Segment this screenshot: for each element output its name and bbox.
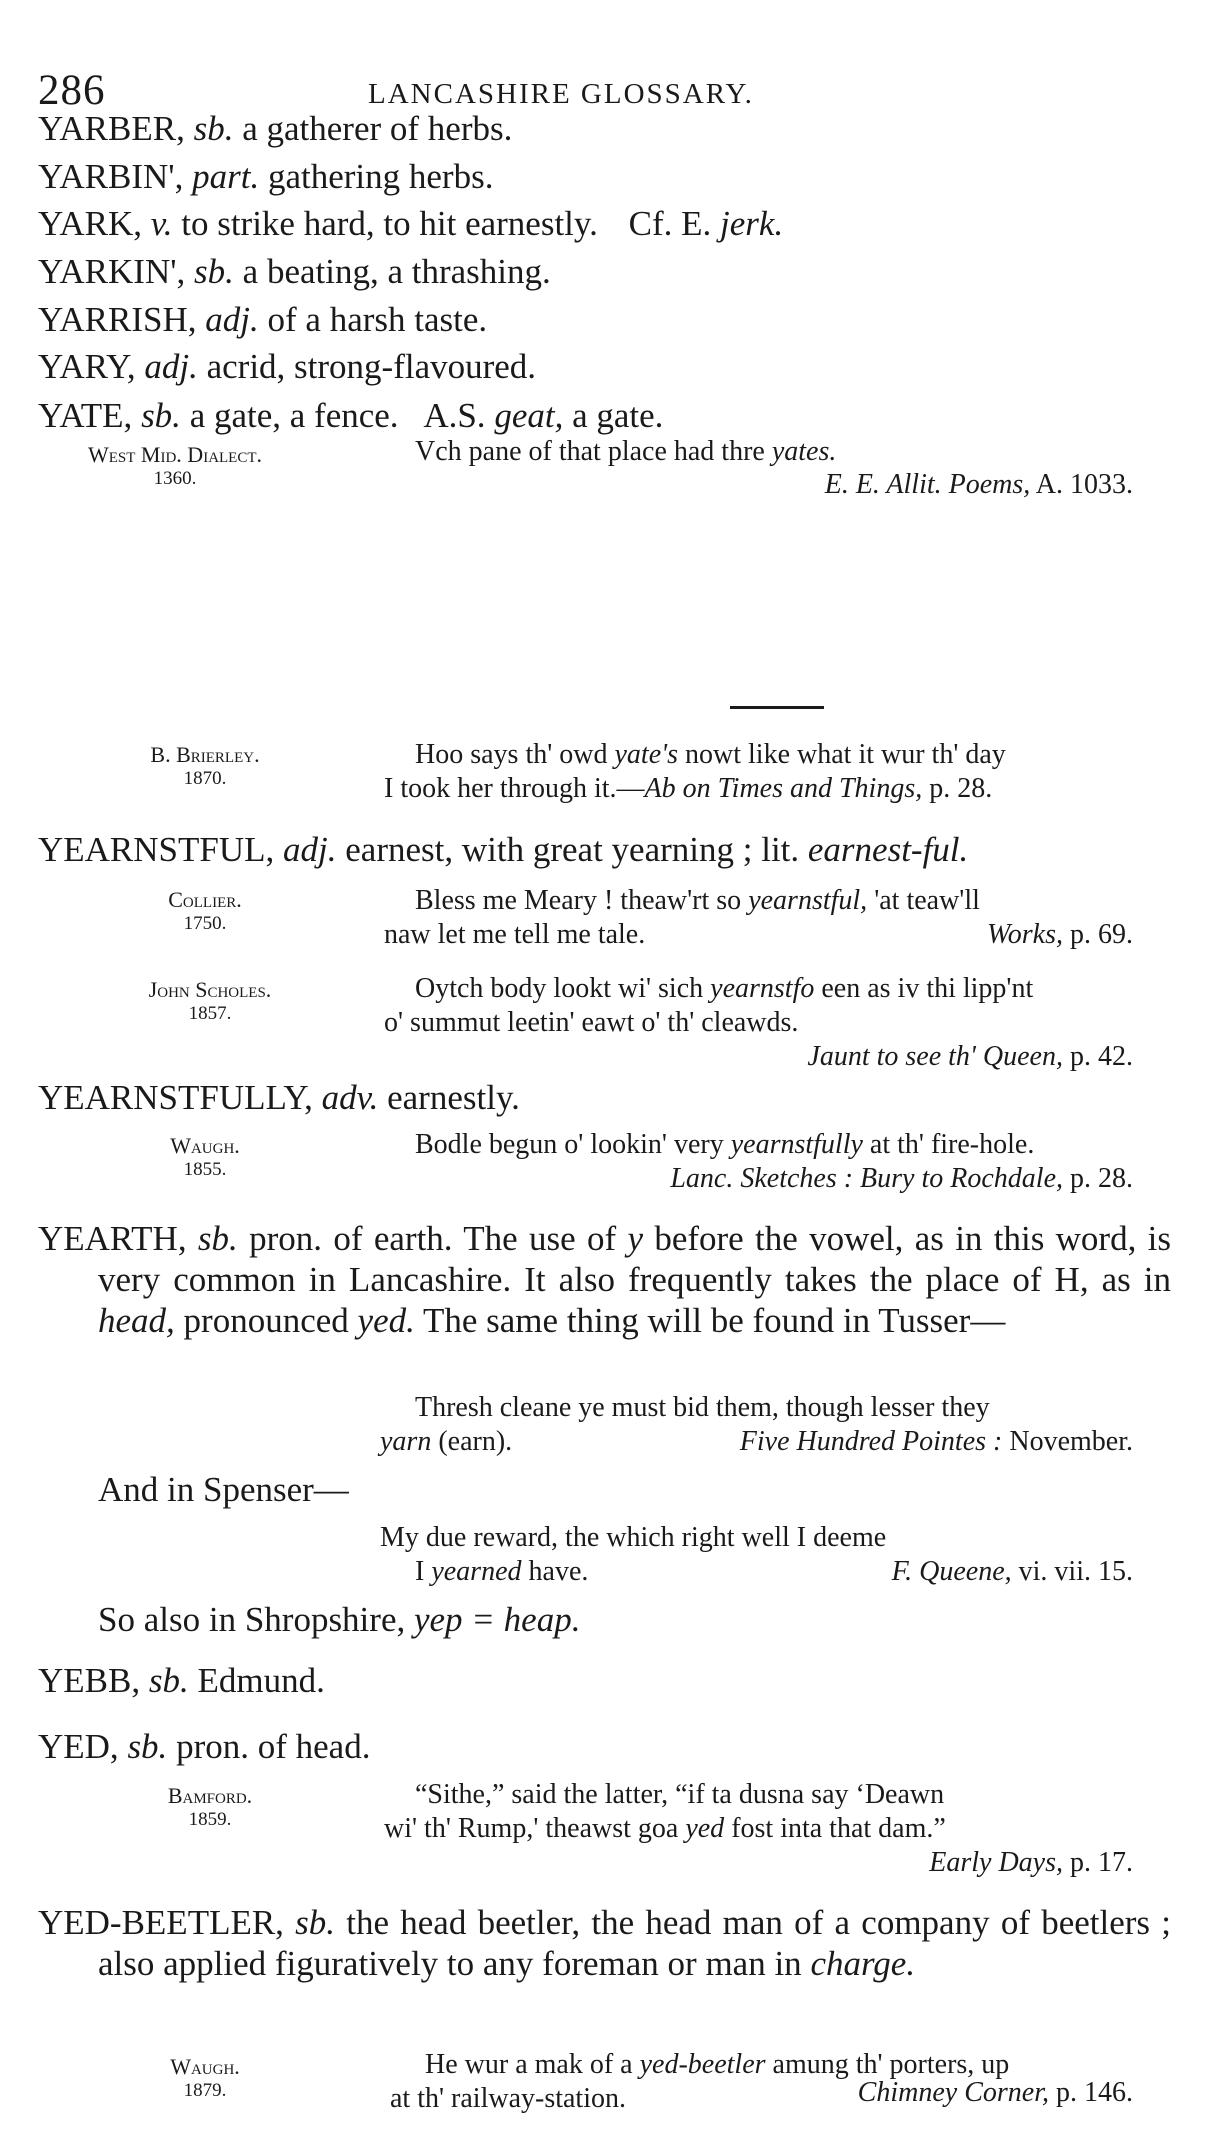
definition: the head beetler, the head man of a company of beetlers ; also applied figuratively to any foreman or man in <box>98 1903 1171 1983</box>
headword: YEARNSTFUL, <box>38 830 275 869</box>
citation-quote <box>384 918 645 952</box>
headword: YEBB, <box>38 1661 141 1700</box>
source-year: 1750. <box>183 913 227 934</box>
section-rule <box>730 706 824 709</box>
definition: of a harsh taste. <box>267 300 488 339</box>
reference-title: E. E. Allit. Poems, <box>824 469 1031 500</box>
entry-yebb <box>38 1660 325 1702</box>
quote-text: 'at teaw'll <box>874 885 980 916</box>
source-name: B. Brierley. <box>150 742 260 767</box>
quote-text: amung th' porters, up <box>772 2049 1010 2080</box>
literal-gloss: earnest-ful. <box>807 830 969 869</box>
definition: a gatherer of herbs. <box>242 109 513 148</box>
quote-text: have. <box>528 1556 589 1587</box>
quote-text: Oytch body lookt wi' sich <box>415 973 704 1004</box>
definition-italic: yed. <box>357 1301 415 1340</box>
page-number: 286 <box>38 67 106 114</box>
reference-page: p. 28. <box>929 773 993 804</box>
headword: YED, <box>38 1727 119 1766</box>
part-of-speech: sb. <box>295 1903 336 1942</box>
cross-reference-word: jerk. <box>720 204 784 243</box>
quote-text: at th' railway-station. <box>390 2083 626 2114</box>
quote-word: yearned <box>431 1556 522 1587</box>
definition: earnestly. <box>387 1078 520 1117</box>
citation-quote <box>380 1521 886 1555</box>
entry-yearnstful <box>38 829 968 871</box>
definition: a gate, a fence. <box>189 396 399 435</box>
quote-word: yed <box>685 1813 725 1844</box>
citation-quote <box>384 772 992 806</box>
part-of-speech: sb. <box>148 1661 189 1700</box>
headword: YARK, <box>38 204 143 243</box>
citation-quote <box>415 972 1033 1006</box>
quote-text: Bless me Meary ! theaw'rt so <box>415 885 742 916</box>
part-of-speech: sb. <box>194 252 234 291</box>
citation-reference <box>807 1040 1133 1074</box>
quote-text: “Sithe,” said the latter, “if ta dusna say ‘Deawn <box>415 1779 945 1810</box>
definition-italic: head, <box>98 1301 175 1340</box>
quote-word: yate's <box>614 739 679 770</box>
definition: pron. of head. <box>176 1727 371 1766</box>
paragraph-spenser <box>98 1469 349 1511</box>
source-name: Bamford. <box>167 1783 253 1808</box>
reference-title: Lanc. Sketches : Bury to Rochdale, <box>670 1163 1063 1194</box>
quote-text: Bodle begun o' lookin' very <box>415 1129 724 1160</box>
reference-page: vi. vii. 15. <box>1018 1556 1133 1587</box>
headword: YARBER, <box>38 109 185 148</box>
definition: to strike hard, to hit earnestly. <box>181 204 598 243</box>
quote-text: He wur a mak of a <box>425 2049 633 2080</box>
paragraph-italic: yep = heap. <box>413 1600 581 1639</box>
reference-title: F. Queene, <box>891 1556 1012 1587</box>
headword: YEARNSTFULLY, <box>38 1078 313 1117</box>
citation-source <box>115 743 295 791</box>
citation-quote <box>415 1555 588 1589</box>
reference-page: November. <box>1009 1426 1133 1457</box>
citation-quote <box>415 1391 990 1425</box>
reference-title: Chimney Corner, <box>857 2077 1049 2108</box>
citation-reference <box>670 1162 1133 1196</box>
quote-text: Thresh cleane ye must bid them, though lesser they <box>415 1392 990 1423</box>
source-year: 1360. <box>153 468 197 489</box>
reference-page: p. 42. <box>1070 1041 1133 1072</box>
entry-yary <box>38 346 536 388</box>
definition-italic: y <box>627 1219 643 1258</box>
quote-text: fost inta that dam.” <box>731 1813 946 1844</box>
quote-text: wi' th' Rump,' theawst goa <box>384 1813 679 1844</box>
reference-page: p. 17. <box>1070 1847 1133 1878</box>
citation-source <box>140 1134 270 1182</box>
quote-text: Hoo says th' owd <box>415 739 608 770</box>
definition: gathering herbs. <box>267 157 494 196</box>
entry-yed <box>38 1726 370 1768</box>
reference-title: Works, <box>987 919 1063 950</box>
source-year: 1857. <box>188 1003 232 1024</box>
citation-reference <box>858 2076 1133 2110</box>
citation-quote <box>390 2082 626 2116</box>
paragraph-text: So also in Shropshire, <box>98 1600 406 1639</box>
cross-reference: Cf. E. <box>628 204 712 243</box>
reference-page: p. 146. <box>1056 2077 1133 2108</box>
entry-yarbin <box>38 156 493 198</box>
headword: YARRISH, <box>38 300 197 339</box>
definition: pron. of earth. The use of <box>249 1219 617 1258</box>
part-of-speech: sb. <box>197 1219 238 1258</box>
reference-page: p. 28. <box>1070 1163 1133 1194</box>
citation-source <box>140 1784 280 1832</box>
quote-text: nowt like what it wur th' day <box>685 739 1006 770</box>
citation-quote <box>415 435 836 469</box>
reference-title: Ab on Times and Things, <box>644 773 923 804</box>
quote-text: naw let me tell me tale. <box>384 919 646 950</box>
reference-page: p. 69. <box>1070 919 1133 950</box>
part-of-speech: adj. <box>205 300 259 339</box>
source-year: 1859. <box>188 1809 232 1830</box>
citation-source <box>80 443 270 491</box>
citation-quote <box>415 884 980 918</box>
paragraph-shropshire <box>98 1599 580 1641</box>
citation-reference <box>740 1425 1133 1459</box>
definition: a beating, a thrashing. <box>242 252 551 291</box>
part-of-speech: sb. <box>193 109 234 148</box>
source-name: Collier. <box>168 887 242 912</box>
quote-text: My due reward, the which right well I deeme <box>380 1522 887 1553</box>
part-of-speech: sb. <box>141 396 181 435</box>
part-of-speech: adj. <box>144 347 198 386</box>
citation-quote <box>415 738 1006 772</box>
running-head: LANCASHIRE GLOSSARY. <box>368 78 754 110</box>
part-of-speech: part. <box>192 157 260 196</box>
part-of-speech: adj. <box>283 830 337 869</box>
entry-yearth <box>38 1218 1171 1341</box>
quote-word: yarn <box>380 1426 432 1457</box>
reference-title: Jaunt to see th' Queen, <box>807 1041 1063 1072</box>
entry-yarkin <box>38 251 551 293</box>
headword: YARKIN', <box>38 252 186 291</box>
headword: YATE, <box>38 396 133 435</box>
part-of-speech: adv. <box>321 1078 379 1117</box>
citation-quote <box>415 1778 944 1812</box>
etymology-word: geat, <box>494 396 564 435</box>
quote-word: yearnstfo <box>710 973 815 1004</box>
citation-quote <box>384 1812 946 1846</box>
source-name: John Scholes. <box>148 977 272 1002</box>
source-year: 1855. <box>183 1159 227 1180</box>
entry-yate <box>38 395 663 437</box>
headword: YED-BEETLER, <box>38 1903 284 1942</box>
part-of-speech: v. <box>150 204 173 243</box>
citation-source <box>100 978 320 1026</box>
source-name: West Mid. Dialect. <box>87 442 263 467</box>
source-year: 1870. <box>183 768 227 789</box>
quote-text: Vch pane of that place had thre <box>415 436 765 467</box>
reference-title: Five Hundred Pointes : <box>739 1426 1003 1457</box>
quote-text: I took her through it.— <box>384 773 645 804</box>
quote-text: o' summut leetin' eawt o' th' cleawds. <box>384 1007 799 1038</box>
entry-yark <box>38 203 783 245</box>
quote-word: yates. <box>771 436 837 467</box>
reference-title: Early Days, <box>929 1847 1063 1878</box>
entry-yarber <box>38 108 512 150</box>
citation-reference <box>987 918 1133 952</box>
entry-yed-beetler <box>38 1902 1171 1984</box>
part-of-speech: sb. <box>127 1727 168 1766</box>
citation-reference <box>892 1555 1133 1589</box>
definition-italic: charge. <box>810 1944 916 1983</box>
definition: Edmund. <box>197 1661 325 1700</box>
quote-text: at th' fire-hole. <box>869 1129 1035 1160</box>
quote-text: (earn). <box>438 1426 513 1457</box>
citation-source <box>135 888 275 936</box>
etymology-label: A.S. <box>423 396 486 435</box>
source-year: 1879. <box>183 2080 227 2101</box>
headword: YEARTH, <box>38 1219 187 1258</box>
etymology-definition: a gate. <box>572 396 664 435</box>
headword: YARBIN', <box>38 157 184 196</box>
source-name: Waugh. <box>170 1133 240 1158</box>
quote-word: yearnstful, <box>748 885 868 916</box>
definition: pronounced <box>183 1301 349 1340</box>
citation-source <box>140 2055 270 2103</box>
citation-reference <box>929 1846 1133 1880</box>
definition: before the vowel, as in this word, is very common in Lancashire. It also frequently takes the place of H, as in <box>98 1219 1171 1299</box>
citation-quote <box>415 1128 1034 1162</box>
definition: acrid, strong-flavoured. <box>206 347 537 386</box>
definition: earnest, with great yearning ; lit. <box>345 830 800 869</box>
entry-yarrish <box>38 299 487 341</box>
quote-text: een as iv thi lipp'nt <box>821 973 1034 1004</box>
citation-reference <box>825 468 1133 502</box>
citation-quote <box>380 1425 512 1459</box>
source-name: Waugh. <box>170 2054 240 2079</box>
entry-yearnstfully <box>38 1077 520 1119</box>
reference-page: A. 1033. <box>1035 469 1133 500</box>
definition: The same thing will be found in Tusser— <box>422 1301 1006 1340</box>
quote-text: I <box>415 1556 425 1587</box>
quote-word: yed-beetler <box>639 2049 766 2080</box>
paragraph-text: And in Spenser— <box>98 1470 349 1509</box>
quote-word: yearnstfully <box>730 1129 863 1160</box>
headword: YARY, <box>38 347 136 386</box>
citation-quote <box>384 1006 798 1040</box>
